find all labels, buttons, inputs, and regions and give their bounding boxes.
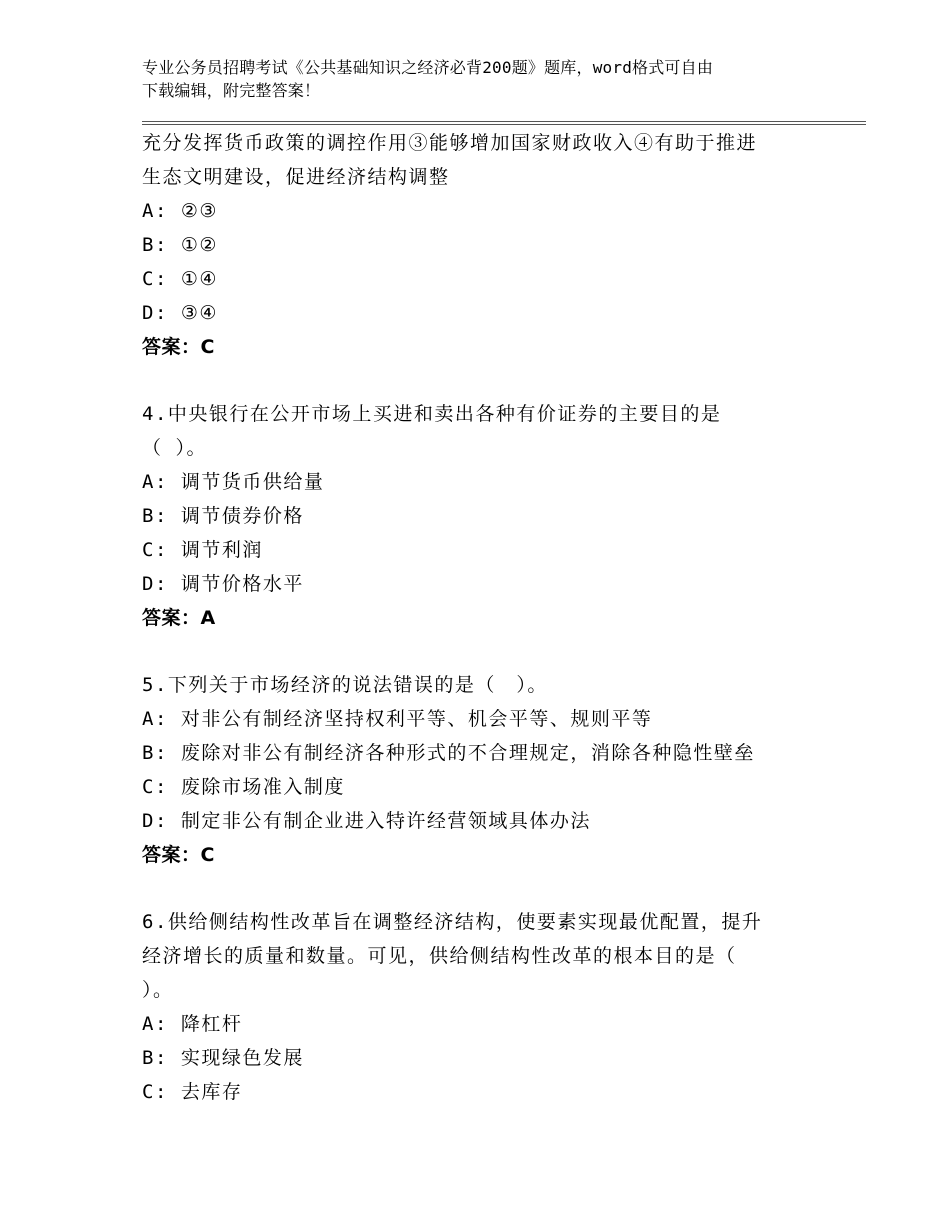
- question-stem: 经济增长的质量和数量。可见，供给侧结构性改革的根本目的是（: [142, 945, 737, 967]
- option-a: A: 对非公有制经济坚持权利平等、机会平等、规则平等: [142, 708, 653, 730]
- option-a: A: ②③: [142, 200, 218, 222]
- option-a: A: 降杠杆: [142, 1013, 243, 1035]
- option-c: C: 废除市场准入制度: [142, 776, 345, 798]
- question-stem: 生态文明建设，促进经济结构调整: [142, 166, 450, 188]
- option-c: C: 去库存: [142, 1081, 243, 1103]
- header-line-1: 专业公务员招聘考试《公共基础知识之经济必背200题》题库，word格式可自由: [142, 58, 714, 77]
- answer-label: 答案：A: [142, 607, 216, 629]
- header-divider-bottom: [142, 124, 866, 125]
- spacer: [142, 872, 842, 905]
- document-header: [142, 56, 822, 102]
- option-b: B: 实现绿色发展: [142, 1047, 304, 1069]
- option-d: D: 制定非公有制企业进入特许经营领域具体办法: [142, 810, 591, 832]
- header-divider-top: [142, 121, 866, 122]
- question-stem: 充分发挥货币政策的调控作用③能够增加国家财政收入④有助于推进: [142, 132, 758, 154]
- option-d: D: ③④: [142, 302, 218, 324]
- option-b: B: 调节债券价格: [142, 505, 304, 527]
- option-b: B: 废除对非公有制经济各种形式的不合理规定，消除各种隐性壁垒: [142, 742, 755, 764]
- question-5: [142, 668, 842, 872]
- option-b: B: ①②: [142, 234, 218, 256]
- option-a: A: 调节货币供给量: [142, 471, 325, 493]
- question-stem: （ ）。: [142, 437, 207, 459]
- option-c: C: 调节利润: [142, 539, 263, 561]
- question-stem: ）。: [142, 979, 174, 1001]
- question-stem: 4.中央银行在公开市场上买进和卖出各种有价证券的主要目的是: [142, 403, 722, 425]
- option-c: C: ①④: [142, 268, 218, 290]
- question-3: [142, 126, 842, 364]
- answer-label: 答案：C: [142, 844, 215, 866]
- spacer: [142, 635, 842, 668]
- option-d: D: 调节价格水平: [142, 573, 304, 595]
- spacer: [142, 364, 842, 397]
- question-4: [142, 397, 842, 635]
- question-stem: 6.供给侧结构性改革旨在调整经济结构，使要素实现最优配置，提升: [142, 911, 763, 933]
- header-line-2: 下载编辑，附完整答案！: [142, 81, 321, 100]
- question-6: [142, 905, 842, 1109]
- answer-label: 答案：C: [142, 336, 215, 358]
- question-list: [142, 126, 842, 1109]
- question-stem: 5.下列关于市场经济的说法错误的是（ ）。: [142, 674, 548, 696]
